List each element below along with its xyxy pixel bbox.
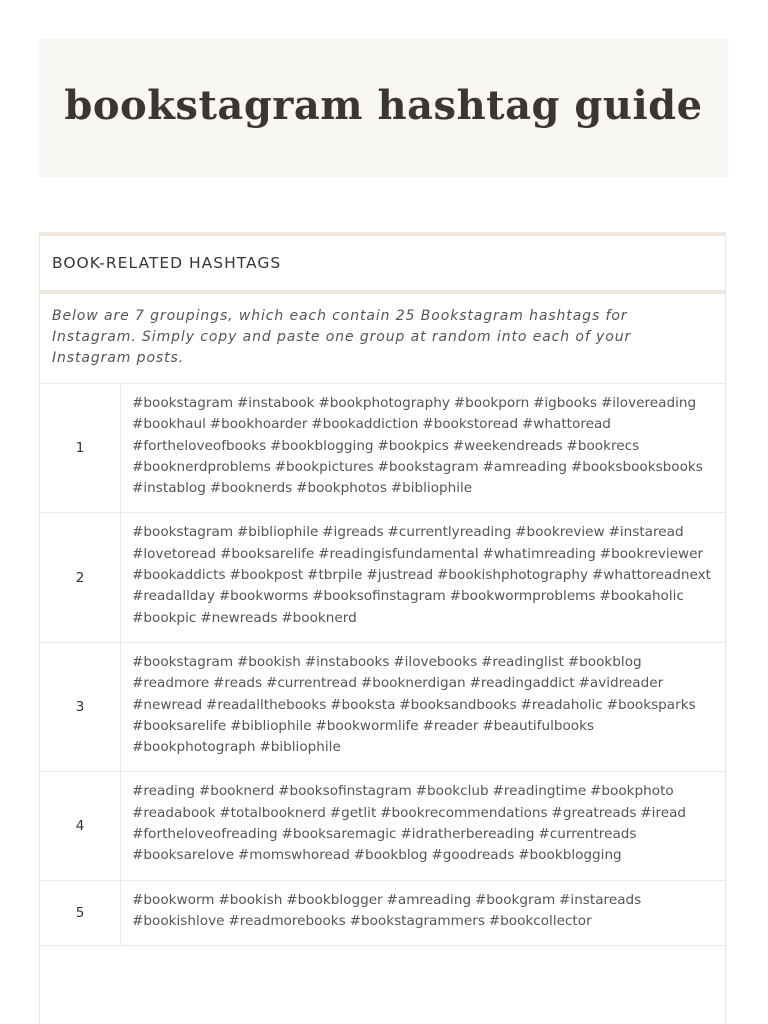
table-row bbox=[40, 513, 725, 642]
group-hashtags[interactable]: #bookstagram #instabook #bookphotography #bookporn #igbooks #ilovereading #bookhaul #bookhoarder #bookaddiction #bookstoread #whattoread #fortheloveofbooks #bookblogging #bookpics #weekendreads #bookrecs #booknerdproblems #bookpictures #bookstagram #amreading #booksbooksbooks #instablog #booknerds #bookphotos #bibliophile bbox=[132, 395, 703, 497]
intro-text: Below are 7 groupings, which each contain 25 Bookstagram hashtags for Instagram. Simply copy and paste one group at random into each of your Instagram posts. bbox=[40, 294, 725, 384]
section-title: BOOK-RELATED HASHTAGS bbox=[52, 254, 282, 272]
group-hashtags[interactable]: #reading #booknerd #booksofinstagram #bookclub #readingtime #bookphoto #readabook #totalbooknerd #getlit #bookrecommendations #greatreads #iread #fortheloveofreading #booksaremagic #idratherbereading #currentreads #booksarelove #momswhoread #bookblog #goodreads #bookblogging bbox=[132, 783, 687, 864]
hashtag-table bbox=[39, 232, 726, 1024]
table-row bbox=[40, 772, 725, 880]
table-row bbox=[40, 643, 725, 772]
group-hashtags[interactable]: #bookworm #bookish #bookblogger #amreading #bookgram #instareads #bookishlove #readmorebooks #bookstagrammers #bookcollector bbox=[132, 891, 642, 929]
page-title: bookstagram hashtag guide bbox=[64, 82, 703, 129]
header-banner bbox=[39, 39, 728, 177]
section-header bbox=[40, 236, 725, 294]
group-number: 5 bbox=[40, 881, 121, 946]
group-number: 4 bbox=[40, 772, 121, 879]
table-row bbox=[40, 384, 725, 513]
group-number: 2 bbox=[40, 513, 121, 641]
group-number: 3 bbox=[40, 643, 121, 771]
group-number: 1 bbox=[40, 384, 121, 512]
group-hashtags[interactable]: #bookstagram #bookish #instabooks #ilovebooks #readinglist #bookblog #readmore #reads #currentread #booknerdigan #readingaddict #avidreader #newread #readallthebooks #booksta #booksandbooks #readaholic #booksparks #booksarelife #bibliophile #bookwormlife #reader #beautifulbooks #bookphotograph #bibliophile bbox=[132, 653, 696, 756]
hashtag-rows bbox=[40, 384, 725, 946]
group-hashtags[interactable]: #bookstagram #bibliophile #igreads #currentlyreading #bookreview #instaread #lovetoread #booksarelife #readingisfundamental #whatimreading #bookreviewer #bookaddicts #bookpost #tbrpile #justread #bookishphotography #whattoreadnext #readallday #bookworms #booksofinstagram #bookwormproblems #bookaholic #bookpic #newreads #booknerd bbox=[132, 524, 712, 626]
table-row bbox=[40, 881, 725, 947]
